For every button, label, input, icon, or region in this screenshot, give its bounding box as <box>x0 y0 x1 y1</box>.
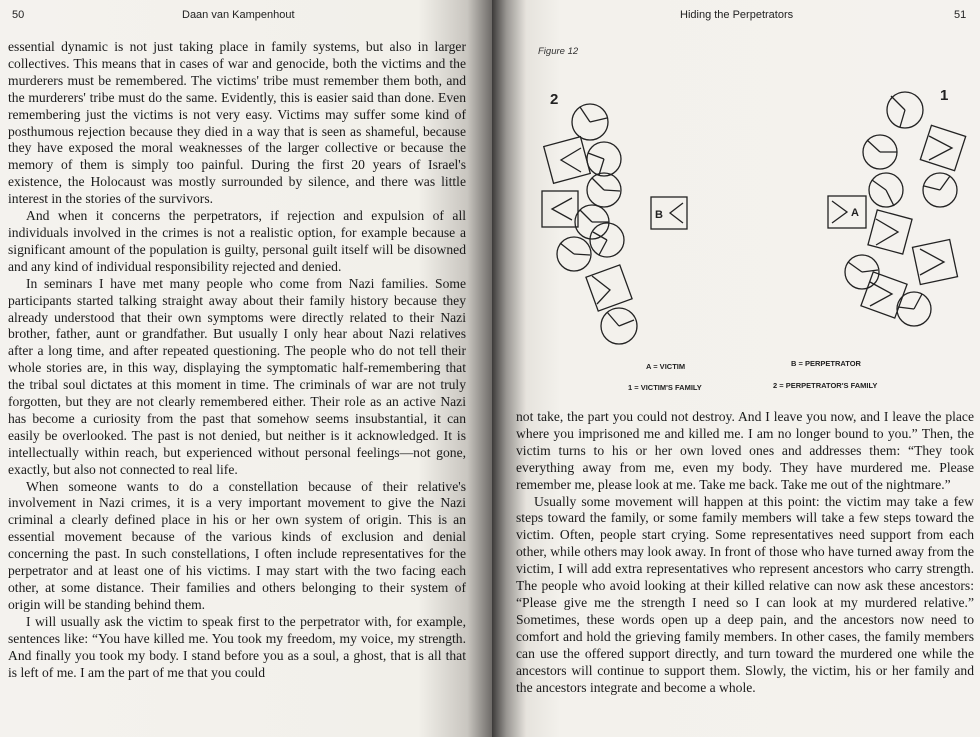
constellation-diagram <box>492 0 980 410</box>
paragraph: I will usually ask the victim to speak first to the perpetrator with, for example, sentences like: “You have killed me. You took my freedom, my voice, my strength. And finally you took my body. I stand before you as a soul, a ghost, that is all that is left of me. I am the part of me that you could <box>8 613 466 680</box>
group-label-1: 1 <box>940 87 949 104</box>
legend-victims-family: 1 = VICTIM'S FAMILY <box>628 383 702 392</box>
paragraph: And when it concerns the perpetrators, if rejection and expulsion of all individuals involved in the crimes is not a realistic option, for example because a significant amount of the population is guilty, personal guilt itself will be disowned and any kind of individual responsibility rejected and denied. <box>8 208 466 274</box>
perpetrator-label: B <box>655 209 663 221</box>
family-member-circle <box>557 237 591 271</box>
family-member-square <box>544 137 591 184</box>
family-member-circle <box>587 142 621 176</box>
family-member-circle <box>575 205 609 239</box>
figure-caption: Figure 12 <box>538 46 579 57</box>
family-member-circle <box>923 173 957 207</box>
paragraph: not take, the part you could not destroy. And I leave you now, and I leave the place where you imprisoned me and killed me. I am no longer bound to you.” Then, the victim turns to his or her own loved ones and addresses them: “They took everything away from me, even my body. They have murdered me. Please remember me, please look at me. Take me back. Take me out of the nightmare.” <box>516 409 974 492</box>
victim-label: A <box>851 207 859 219</box>
family-member-circle <box>590 223 624 257</box>
family-member-circle <box>601 308 637 344</box>
family-member-circle <box>887 92 923 128</box>
legend-victim: A = VICTIM <box>646 362 686 371</box>
family-member-circle <box>587 173 621 207</box>
family-member-circle <box>897 292 931 326</box>
running-head: Daan van Kampenhout <box>182 9 295 21</box>
running-head: Hiding the Perpetrators <box>680 9 794 21</box>
family-member-circle <box>572 104 608 140</box>
victim-box <box>828 196 866 228</box>
paragraph: essential dynamic is not just taking place in family systems, but also in larger collectives. This means that in cases of war and genocide, both the victims and the murderers must be remembered. The victims' tribe must remember them both, and the murderers' tribe must do the same. Evidently, this is easier said than done. Even remembering just the victims is not very easy. Victims may suffer some kind of posthumous rejection because they died in a way that is seen as shameful, because they have exposed the moral weaknesses of the larger collective or because the memory of them is simply too painful. During the first 20 years of Israel's existence, the Holocaust was mostly surrounded by silence, and there was little interest in the stories of the survivors. <box>8 39 466 207</box>
right-page <box>492 0 980 737</box>
family-member-square <box>920 125 965 170</box>
paragraph: In seminars I have met many people who come from Nazi families. Some participants started talking straight away about their family history because they already understood that their own symptoms were directly related to their Nazi brother, father, aunt or grandfather. But usually I only hear about Nazi relatives after a long time, and after repeated questioning. The people who do not tell their whole stories are, in this way, displaying the symptomatic half-remembering that the tribal soul dictates at this moment in time. The criminals of war are not truly forgotten, but they are not clearly remembered either. Their role as an active Nazi has become a curiosity from the past that somehow seems insubstantial, it can easily be overlooked. The past is not denied, but neither is it acknowledged. It is intellectually within reach, but experienced without personal feelings—not gone, exactly, but also not connected to real life. <box>8 275 466 477</box>
page-number: 50 <box>12 9 25 21</box>
perpetrator-family-group <box>542 104 637 344</box>
family-member-square <box>586 265 632 311</box>
paragraph: When someone wants to do a constellation because of their relative's involvement in Nazi crimes, it is a very important movement to give the Nazi criminal a clearly defined place in his or her own system of origin. This is an essential movement because of the various kinds of exclusion and denial concerning the past. In such constellations, I often include representatives for the perpetrator and at least one of his victims. I may start with the two facing each other, at some distance. Their families and others belonging to their system of origin will be standing behind them. <box>8 478 466 612</box>
victim-family-group <box>845 92 966 326</box>
family-member-square <box>868 210 912 254</box>
family-member-square <box>542 191 578 227</box>
legend-perpetrator: B = PERPETRATOR <box>791 359 861 368</box>
family-member-circle <box>869 173 903 207</box>
body-text <box>516 409 974 696</box>
family-member-square <box>912 239 957 284</box>
paragraph: Usually some movement will happen at this point: the victim may take a few steps toward the family, or some family members will take a few steps toward the victim. Often, people start crying. Some representatives need support from each other, while others may look away. In front of those who have turned away from the victim, I will add extra representatives who represent ancestors who carry strength. The people who avoid looking at their killed relative can now ask these ancestors: “Please give me the strength I need so I can look at my murdered relative.” Sometimes, these words open up a deep pain, and the ancestors now need to comfort and hold the grieving family members. In other cases, the family members can use the offered support directly, and turn toward the murdered one while the ancestors will continue to support them. Slowly, the victim, his or her family and the ancestors integrate and become a whole. <box>516 493 974 695</box>
legend-perpetrators-family: 2 = PERPETRATOR'S FAMILY <box>773 381 878 390</box>
family-member-square <box>861 272 907 318</box>
group-label-2: 2 <box>550 91 559 108</box>
family-member-circle <box>863 135 897 169</box>
page-number: 51 <box>954 9 967 21</box>
body-text <box>8 39 466 681</box>
